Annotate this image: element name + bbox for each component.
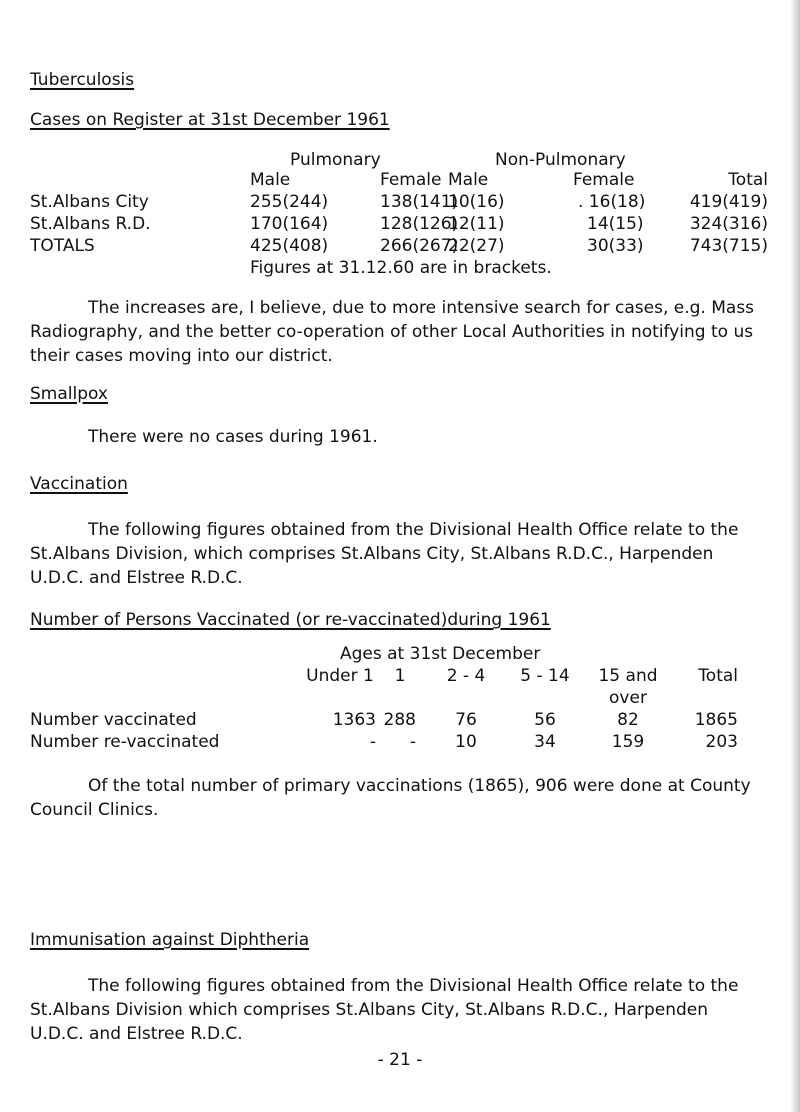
page-edge-shadow	[790, 0, 800, 1112]
nonpulmonary-female-cell: . 16(18)	[578, 192, 646, 212]
under1-cell: 1363	[332, 710, 376, 730]
row-label: St.Albans City	[30, 192, 149, 212]
vaccination-table-title: Number of Persons Vaccinated (or re-vaccinated)during 1961	[30, 610, 551, 630]
total-cell: 419(419)	[689, 192, 768, 212]
diphtheria-heading: Immunisation against Diphtheria	[30, 930, 310, 950]
age5to14-cell: 34	[534, 732, 556, 752]
nonpulmonary-male-header: Male	[448, 170, 489, 190]
nonpulmonary-male-cell: 12(11)	[448, 214, 505, 234]
smallpox-heading: Smallpox	[30, 384, 108, 404]
15over-cell: 159	[611, 732, 645, 752]
col-age5to14-header: 5 - 14	[520, 666, 570, 686]
col-age1-header: 1	[394, 666, 406, 686]
nonpulmonary-male-cell: 10(16)	[448, 192, 505, 212]
total-cell: 324(316)	[689, 214, 768, 234]
smallpox-text: There were no cases during 1961.	[88, 427, 378, 447]
cases-register-subheading: Cases on Register at 31st December 1961	[30, 110, 390, 130]
vaccination-heading: Vaccination	[30, 474, 128, 494]
vaccination-note: Of the total number of primary vaccinations (1865), 906 were done at County Council Clinics.	[30, 776, 751, 820]
col-15over-header: 15 and	[598, 666, 658, 686]
row-label: St.Albans R.D.	[30, 214, 151, 234]
pulmonary-male-header: Male	[250, 170, 291, 190]
nonpulmonary-female-header: Female	[573, 170, 635, 190]
total-cell: 203	[705, 732, 738, 752]
pulmonary-female-cell: 138(141)	[380, 192, 459, 212]
pulmonary-female-cell: 266(267)	[380, 236, 459, 256]
row-label: Number re-vaccinated	[30, 732, 220, 752]
row-label: Number vaccinated	[30, 710, 197, 730]
total-header: Total	[728, 170, 768, 190]
pulmonary-group-header: Pulmonary	[290, 150, 381, 170]
vaccination-paragraph: The following figures obtained from the Divisional Health Office relate to the St.Albans Division, which comprises St.Albans City, St.Albans R.D.C., Harpenden U.D.C. and Elstree R.D.C.	[30, 520, 739, 588]
age2to4-cell: 10	[455, 732, 477, 752]
nonpulmonary-group-header: Non-Pulmonary	[495, 150, 626, 170]
pulmonary-male-cell: 425(408)	[250, 236, 329, 256]
nonpulmonary-male-cell: 22(27)	[448, 236, 505, 256]
total-cell: 1865	[694, 710, 738, 730]
diphtheria-paragraph: The following figures obtained from the Divisional Health Office relate to the St.Albans Division which comprises St.Albans City, St.Albans R.D.C., Harpenden U.D.C. and Elstree R.D.C.	[30, 976, 739, 1044]
pulmonary-male-cell: 170(164)	[250, 214, 329, 234]
pulmonary-female-header: Female	[380, 170, 442, 190]
pulmonary-male-cell: 255(244)	[250, 192, 329, 212]
nonpulmonary-female-cell: 30(33)	[587, 236, 644, 256]
row-label: TOTALS	[30, 236, 95, 256]
table-footnote: Figures at 31.12.60 are in brackets.	[250, 258, 552, 278]
age5to14-cell: 56	[534, 710, 556, 730]
age1-cell: -	[409, 732, 416, 752]
15over-cell: 82	[617, 710, 639, 730]
ages-heading: Ages at 31st December	[340, 644, 541, 664]
col-15over-header-cont: over	[609, 688, 647, 708]
pulmonary-female-cell: 128(126)	[380, 214, 459, 234]
page-number: - 21 -	[377, 1050, 423, 1070]
col-total-header: Total	[698, 666, 738, 686]
col-under1-header: Under 1	[306, 666, 374, 686]
age2to4-cell: 76	[455, 710, 477, 730]
nonpulmonary-female-cell: 14(15)	[587, 214, 644, 234]
tuberculosis-heading: Tuberculosis	[30, 70, 135, 90]
total-cell: 743(715)	[689, 236, 768, 256]
under1-cell: -	[369, 732, 376, 752]
col-age2to4-header: 2 - 4	[446, 666, 486, 686]
tuberculosis-paragraph: The increases are, I believe, due to more intensive search for cases, e.g. Mass Radiography, and the better co-operation of other Local Authorities in notifying to us their cases moving into our district.	[30, 298, 755, 366]
age1-cell: 288	[383, 710, 416, 730]
